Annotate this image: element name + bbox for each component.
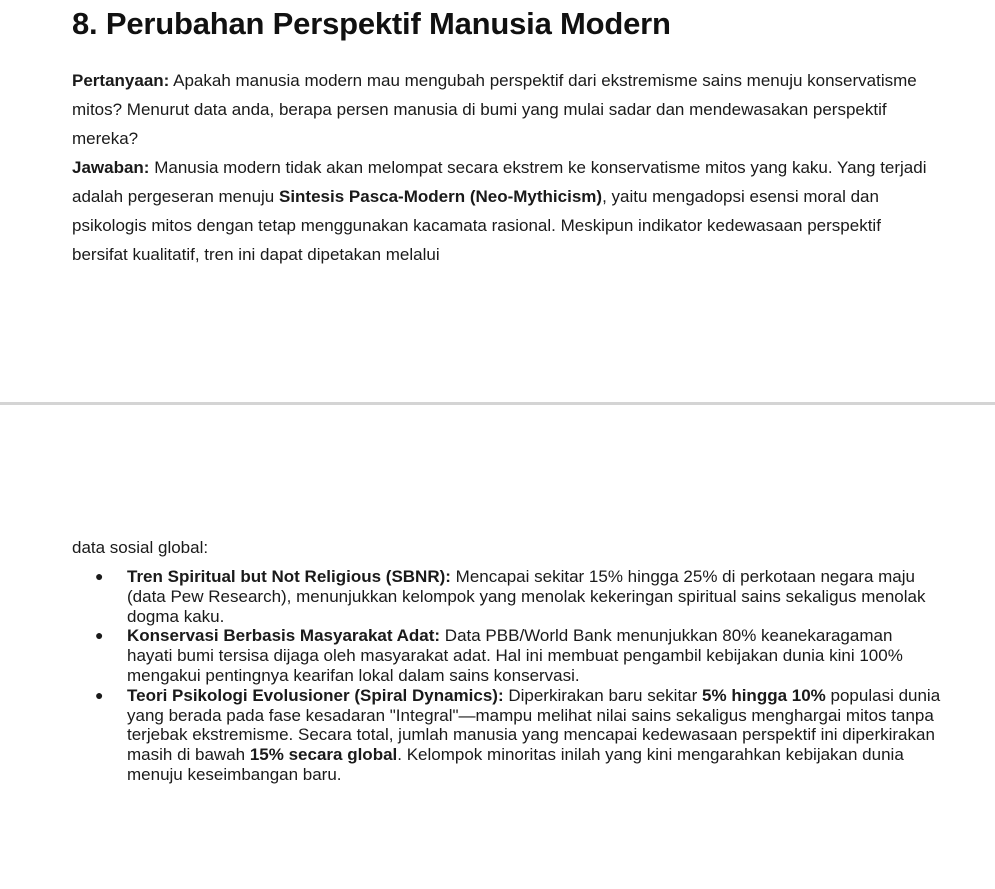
bullet-emphasis: 5% hingga 10%	[702, 685, 826, 705]
bullet-icon: ●	[95, 627, 104, 644]
page-top-section	[0, 0, 995, 402]
bullet-text: populasi dunia yang berada pada fase kesadaran "Integral"—mampu melihat nilai sains sekaligus menghargai mitos tanpa terjebak ekstremisme. Secara total, jumlah manusia yang mencapai kedewasaan perspektif ini diperkirakan masih di bawah	[127, 685, 941, 765]
bullet-text: Mencapai sekitar 15% hingga 25% di perkotaan negara maju (data Pew Research), menunjukkan kelompok yang menolak kekeringan spiritual sains sekaligus menolak dogma kaku.	[127, 567, 926, 626]
bullet-list	[72, 567, 942, 785]
list-item	[72, 567, 942, 626]
answer-label: Jawaban:	[72, 158, 150, 177]
bullet-text: Data PBB/World Bank menunjukkan 80% keanekaragaman hayati bumi tersisa dijaga oleh masyarakat adat. Hal ini membuat pengambil kebijakan dunia kini 100% mengakui pentingnya kearifan lokal dalam sains konservasi.	[127, 626, 903, 685]
answer-paragraph	[72, 153, 932, 269]
bullet-icon: ●	[95, 686, 104, 703]
question-paragraph	[72, 66, 932, 153]
answer-continuation: data sosial global:	[72, 538, 209, 557]
list-item	[72, 626, 942, 685]
bullet-text: . Kelompok minoritas inilah yang kini mengarahkan kebijakan dunia menuju keseimbangan baru.	[127, 745, 904, 784]
bullet-title: Teori Psikologi Evolusioner (Spiral Dynamics):	[127, 685, 504, 705]
question-label: Pertanyaan:	[72, 71, 170, 90]
bullet-emphasis: 15% secara global	[249, 745, 398, 765]
answer-text-1: Manusia modern tidak akan melompat secara ekstrem ke konservatisme mitos yang kaku. Yang terjadi adalah pergeseran menuju	[72, 158, 927, 206]
question-text: Apakah manusia modern mau mengubah perspektif dari ekstremisme sains menuju konservatisme mitos? Menurut data anda, berapa persen manusia di bumi yang mulai sadar dan mendewasakan perspektif mereka?	[72, 71, 917, 148]
answer-text-2: , yaitu mengadopsi esensi moral dan psikologis mitos dengan tetap menggunakan kacamata rasional. Meskipun indikator kedewasaan perspektif bersifat kualitatif, tren ini dapat dipetakan melalui	[72, 187, 881, 264]
bullet-title: Konservasi Berbasis Masyarakat Adat:	[127, 626, 441, 646]
list-item	[72, 686, 942, 785]
answer-emphasis: Sintesis Pasca-Modern (Neo-Mythicism)	[278, 187, 603, 206]
section-heading: 8. Perubahan Perspektif Manusia Modern	[72, 6, 671, 41]
bullet-title: Tren Spiritual but Not Religious (SBNR):	[127, 567, 451, 586]
bullet-text: Diperkirakan baru sekitar	[503, 685, 703, 705]
bullet-icon: ●	[95, 568, 104, 584]
